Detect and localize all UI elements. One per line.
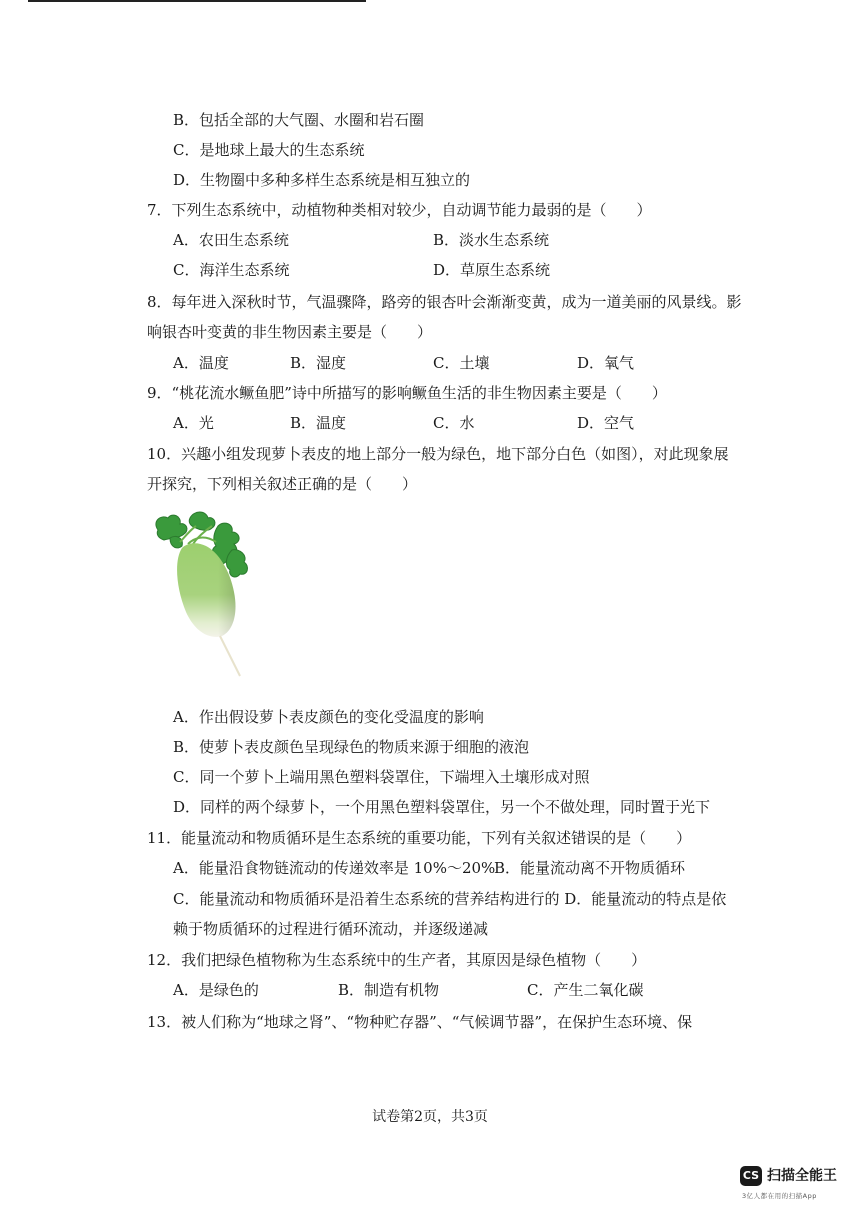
camscanner-name: 扫描全能王 xyxy=(767,1168,837,1184)
q6-option-b: B．包括全部的大气圈、水圈和岩石圈 xyxy=(173,111,425,129)
q12-option-a: A．是绿色的 xyxy=(173,981,259,999)
q7-stem: 7．下列生态系统中，动植物种类相对较少，自动调节能力最弱的是（ ） xyxy=(147,201,652,219)
q9-option-c: C．水 xyxy=(433,414,475,432)
q9-option-b: B．温度 xyxy=(290,414,347,432)
camscanner-watermark xyxy=(740,1165,850,1205)
q6-option-c: C．是地球上最大的生态系统 xyxy=(173,141,365,159)
q9-option-a: A．光 xyxy=(173,414,214,432)
q12-stem: 12．我们把绿色植物称为生态系统中的生产者，其原因是绿色植物（ ） xyxy=(147,951,647,969)
page-footer: 试卷第2页，共3页 xyxy=(372,1109,488,1125)
q13-stem: 13．被人们称为“地球之肾”、“物种贮存器”、“气候调节器”，在保护生态环境、保 xyxy=(147,1013,693,1031)
q10-stem-line2: 开探究，下列相关叙述正确的是（ ） xyxy=(147,475,418,493)
q8-option-d: D．氧气 xyxy=(577,354,635,372)
q10-option-d: D．同样的两个绿萝卜，一个用黑色塑料袋罩住，另一个不做处理，同时置于光下 xyxy=(173,798,711,816)
q11-option-b: B．能量流动离不开物质循环 xyxy=(494,859,686,877)
q8-option-b: B．湿度 xyxy=(290,354,347,372)
q6-option-d: D．生物圈中多种多样生态系统是相互独立的 xyxy=(173,171,471,189)
q8-stem-line1: 8．每年进入深秋时节，气温骤降，路旁的银杏叶会渐渐变黄，成为一道美丽的风景线。影 xyxy=(147,293,742,311)
q8-option-c: C．土壤 xyxy=(433,354,490,372)
camscanner-tagline: 3亿人都在用的扫描App xyxy=(742,1192,817,1200)
q11-option-d-cont: 赖于物质循环的过程进行循环流动，并逐级递减 xyxy=(173,920,489,938)
radish-image xyxy=(150,508,265,683)
page-top-rule xyxy=(28,0,366,2)
q10-option-c: C．同一个萝卜上端用黑色塑料袋罩住，下端埋入土壤形成对照 xyxy=(173,768,590,786)
camscanner-logo: CS xyxy=(740,1166,762,1186)
q7-option-d: D．草原生态系统 xyxy=(433,261,551,279)
q12-option-b: B．制造有机物 xyxy=(338,981,440,999)
q8-option-a: A．温度 xyxy=(173,354,229,372)
q9-stem: 9．“桃花流水鳜鱼肥”诗中所描写的影响鳜鱼生活的非生物因素主要是（ ） xyxy=(147,384,667,402)
q11-option-c-d: C．能量流动和物质循环是沿着生态系统的营养结构进行的 D．能量流动的特点是依 xyxy=(173,890,727,908)
q7-option-a: A．农田生态系统 xyxy=(173,231,289,249)
q11-option-a: A．能量沿食物链流动的传递效率是 10%～20% xyxy=(173,859,496,877)
q12-option-c: C．产生二氧化碳 xyxy=(527,981,644,999)
q10-stem-line1: 10．兴趣小组发现萝卜表皮的地上部分一般为绿色，地下部分白色（如图），对此现象展 xyxy=(147,445,729,463)
q9-option-d: D．空气 xyxy=(577,414,635,432)
q8-stem-line2: 响银杏叶变黄的非生物因素主要是（ ） xyxy=(147,323,433,341)
q10-option-b: B．使萝卜表皮颜色呈现绿色的物质来源于细胞的液泡 xyxy=(173,738,530,756)
q11-stem: 11．能量流动和物质循环是生态系统的重要功能，下列有关叙述错误的是（ ） xyxy=(147,829,692,847)
q7-option-b: B．淡水生态系统 xyxy=(433,231,550,249)
q10-option-a: A．作出假设萝卜表皮颜色的变化受温度的影响 xyxy=(173,708,484,726)
q7-option-c: C．海洋生态系统 xyxy=(173,261,290,279)
